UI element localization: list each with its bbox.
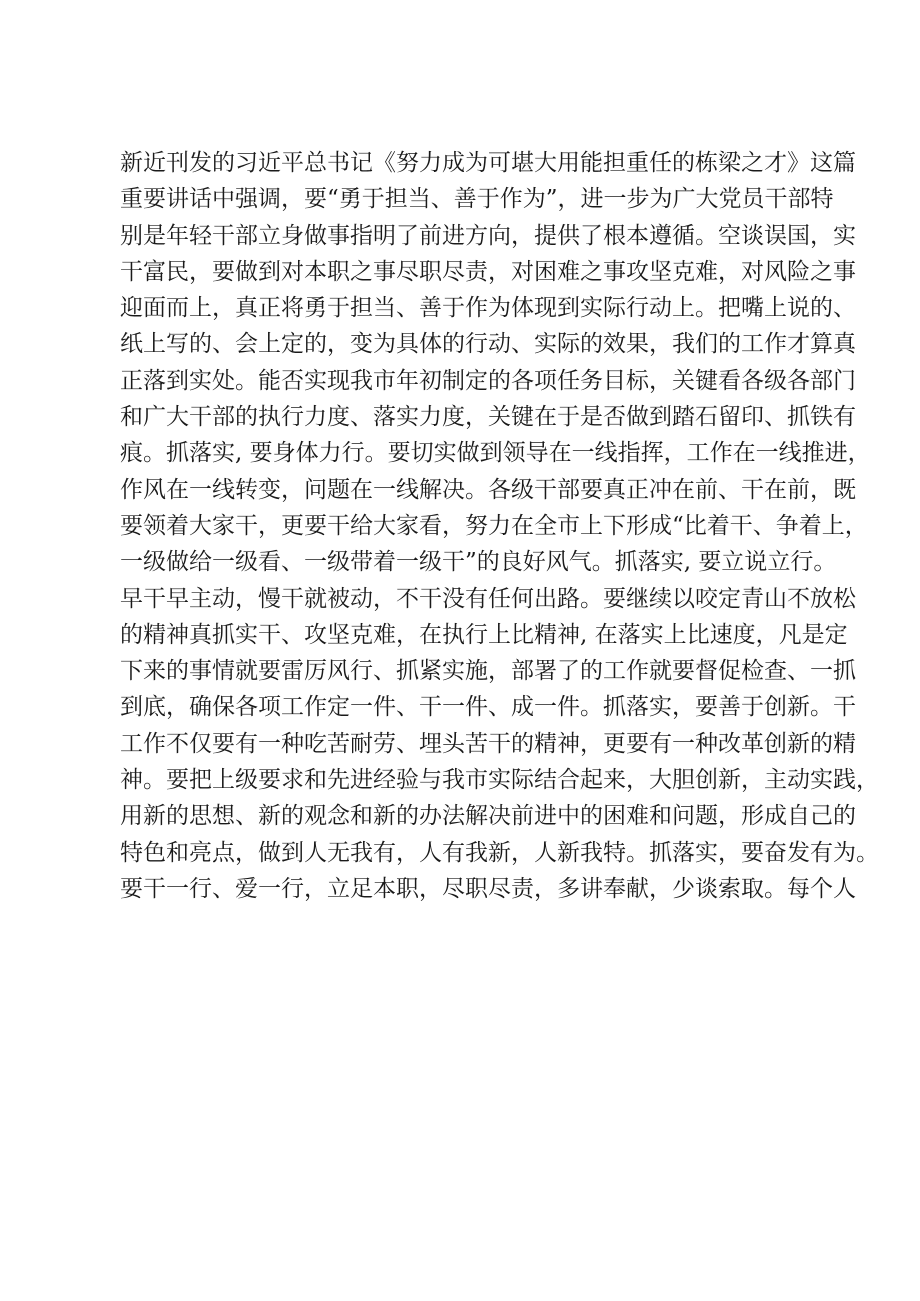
text-line: 新近刊发的习近平总书记《努力成为可堪大用能担重任的栋梁之才》这篇 xyxy=(120,150,856,176)
text-line: 要干一行、爱一行，立足本职，尽职尽责，多讲奉献，少谈索取。每个人 xyxy=(120,875,856,902)
text-line: 下来的事情就要雷厉风行、抓紧实施，部署了的工作就要督促检查、一抓 xyxy=(120,658,856,685)
text-line: 和广大干部的执行力度、落实力度，关键在于是否做到踏石留印、抓铁有 xyxy=(120,404,856,431)
text-line: 纸上写的、会上定的，变为具体的行动、实际的效果，我们的工作才算真 xyxy=(120,331,856,358)
text-line: 早干早主动，慢干就被动，不干没有任何出路。要继续以咬定青山不放松 xyxy=(120,585,856,612)
text-line: 的精神真抓实干、攻坚克难，在执行上比精神, 在落实上比速度，凡是定 xyxy=(120,621,848,648)
text-line: 正落到实处。能否实现我市年初制定的各项任务目标，关键看各级各部门 xyxy=(120,367,856,394)
text-line: 迎面而上，真正将勇于担当、善于作为体现到实际行动上。把嘴上说的、 xyxy=(120,295,856,322)
text-line: 神。要把上级要求和先进经验与我市实际结合起来，大胆创新，主动实践， xyxy=(120,767,879,794)
text-line: 干富民，要做到对本职之事尽职尽责，对困难之事攻坚克难，对风险之事 xyxy=(120,258,856,285)
text-line: 一级做给一级看、一级带着一级干”的良好风气。抓落实, 要立说立行。 xyxy=(120,549,837,576)
text-line: 要领着大家干，更要干给大家看，努力在全市上下形成“比着干、争着上， xyxy=(120,512,868,539)
text-line: 到底，确保各项工作定一件、干一件、成一件。抓落实，要善于创新。干 xyxy=(120,694,856,721)
text-line: 用新的思想、新的观念和新的办法解决前进中的困难和问题，形成自己的 xyxy=(120,803,856,830)
text-line: 工作不仅要有一种吃苦耐劳、埋头苦干的精神，更要有一种改革创新的精 xyxy=(120,730,856,757)
text-line: 特色和亮点，做到人无我有，人有我新，人新我特。抓落实，要奋发有为。 xyxy=(120,839,879,866)
text-line: 痕。抓落实, 要身体力行。要切实做到领导在一线指挥，工作在一线推进， xyxy=(120,440,871,467)
text-line: 重要讲话中强调，要“勇于担当、善于作为”，进一步为广大党员干部特 xyxy=(120,186,834,213)
text-line: 作风在一线转变，问题在一线解决。各级干部要真正冲在前、干在前，既 xyxy=(120,476,856,503)
text-line: 别是年轻干部立身做事指明了前进方向，提供了根本遵循。空谈误国，实 xyxy=(120,222,856,249)
body-text xyxy=(120,145,879,907)
